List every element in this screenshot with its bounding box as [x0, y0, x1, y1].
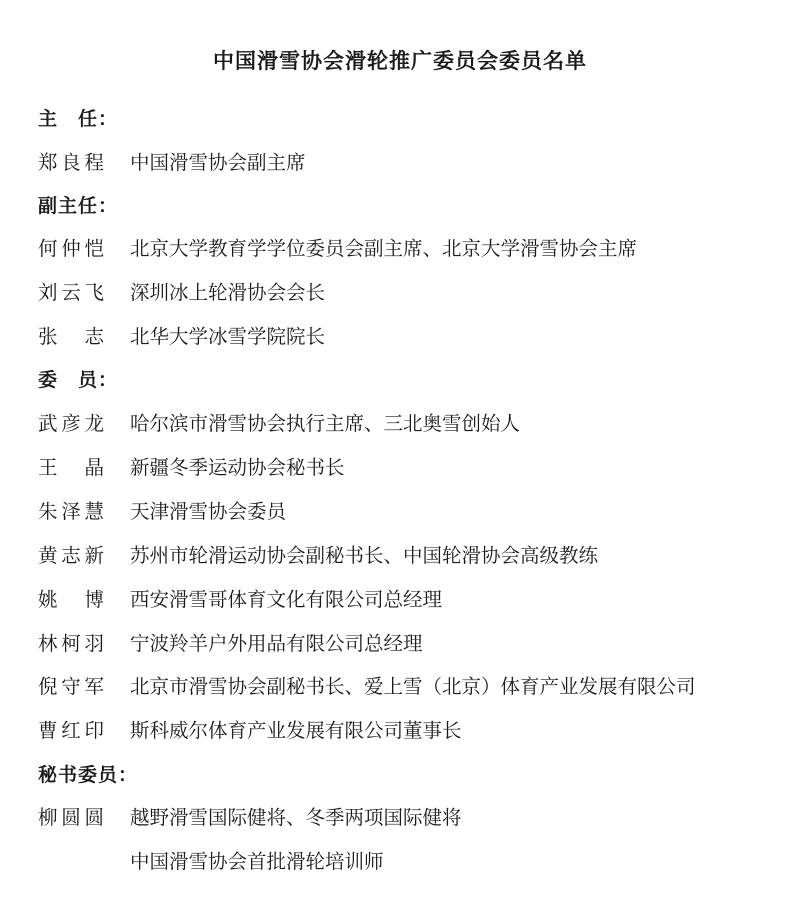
member-row — [38, 672, 696, 702]
member-row — [38, 234, 638, 264]
member-name: 何仲恺 — [38, 237, 104, 260]
member-name: 林柯羽 — [38, 632, 104, 655]
section-heading-deputy-director: 副主任： — [38, 195, 119, 217]
member-role: 北京大学教育学学位委员会副主席、北京大学滑雪协会主席 — [130, 237, 638, 260]
member-role: 苏州市轮滑运动协会副秘书长、中国轮滑协会高级教练 — [130, 544, 599, 567]
section-heading-director: 主 任： — [38, 108, 119, 130]
document-title: 中国滑雪协会滑轮推广委员会委员名单 — [213, 49, 587, 73]
section-heading-members: 委 员： — [38, 369, 119, 391]
member-row — [38, 148, 306, 178]
member-role: 北华大学冰雪学院院长 — [130, 325, 326, 348]
member-row — [38, 453, 345, 483]
member-name: 武彦龙 — [38, 412, 104, 435]
member-role: 天津滑雪协会委员 — [130, 500, 287, 523]
member-name: 刘云飞 — [38, 281, 104, 304]
member-row — [38, 497, 287, 527]
member-row — [38, 409, 521, 439]
member-role: 越野滑雪国际健将、冬季两项国际健将 — [130, 806, 462, 829]
member-name: 郑良程 — [38, 151, 104, 174]
member-row — [38, 716, 462, 746]
member-role: 深圳冰上轮滑协会会长 — [130, 281, 326, 304]
section-heading-secretary: 秘书委员： — [38, 764, 139, 786]
member-name: 姚 博 — [38, 588, 104, 611]
member-role: 哈尔滨市滑雪协会执行主席、三北奥雪创始人 — [130, 412, 521, 435]
member-row — [38, 278, 326, 308]
member-role: 斯科威尔体育产业发展有限公司董事长 — [130, 719, 462, 742]
member-role: 北京市滑雪协会副秘书长、爱上雪（北京）体育产业发展有限公司 — [130, 675, 696, 698]
member-role: 中国滑雪协会副主席 — [130, 151, 306, 174]
member-row — [38, 541, 599, 571]
member-row — [38, 847, 384, 877]
member-name: 王 晶 — [38, 456, 104, 479]
member-name: 朱泽慧 — [38, 500, 104, 523]
member-row — [38, 629, 423, 659]
member-role: 新疆冬季运动协会秘书长 — [130, 456, 345, 479]
member-name: 曹红印 — [38, 719, 104, 742]
member-name: 柳圆圆 — [38, 806, 104, 829]
member-name: 倪守军 — [38, 675, 104, 698]
member-name: 张 志 — [38, 325, 104, 348]
member-name: 黄志新 — [38, 544, 104, 567]
member-row — [38, 322, 326, 352]
member-role: 宁波羚羊户外用品有限公司总经理 — [130, 632, 423, 655]
member-row — [38, 585, 443, 615]
member-row — [38, 803, 462, 833]
member-role: 中国滑雪协会首批滑轮培训师 — [130, 850, 384, 873]
member-role: 西安滑雪哥体育文化有限公司总经理 — [130, 588, 443, 611]
